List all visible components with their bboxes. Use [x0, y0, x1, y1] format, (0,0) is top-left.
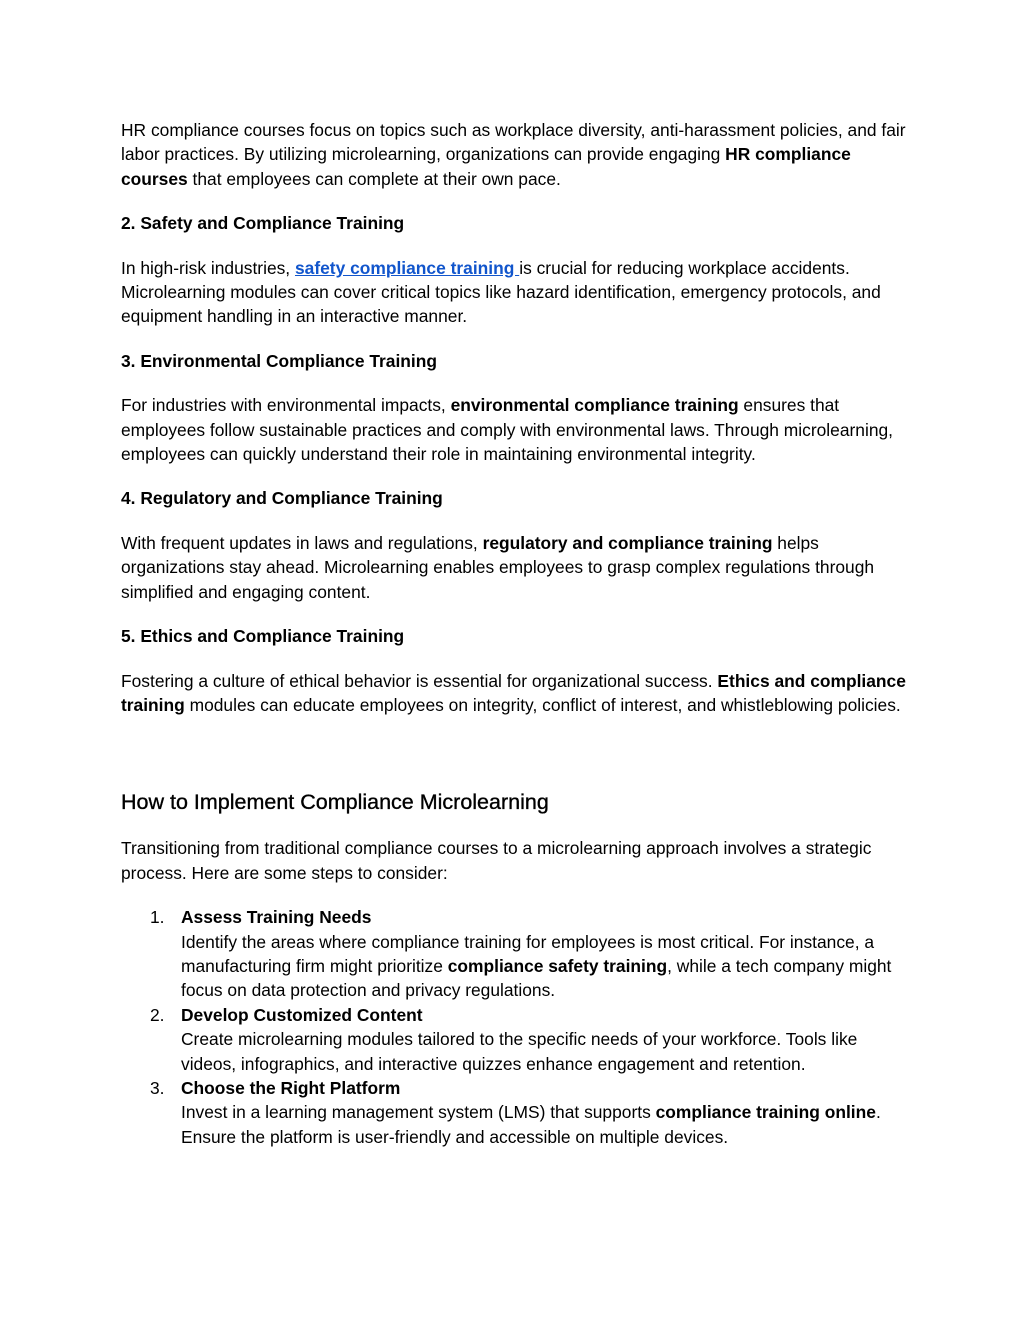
section-paragraph-ethics [121, 669, 906, 718]
step-title: Assess Training Needs [181, 907, 372, 928]
implement-steps-list [121, 905, 906, 1149]
intro-paragraph [121, 118, 906, 191]
step-text: Create microlearning modules tailored to the specific needs of your workforce. Tools like videos, infographics, and interactive quizzes enhance engagement and retention. [181, 1029, 858, 1074]
intro-text: HR compliance courses focus on topics such as workplace diversity, anti-harassment policies, and fair labor practices. By utilizing microlearning, organizations can provide engaging [121, 120, 906, 165]
section-paragraph-regulatory [121, 531, 906, 604]
regulatory-text: With frequent updates in laws and regulations, [121, 532, 483, 553]
step-bold: compliance safety training [447, 955, 668, 976]
ethics-text: Fostering a culture of ethical behavior is essential for organizational success. [121, 670, 718, 691]
list-number: 2. [150, 1004, 165, 1025]
section-paragraph-safety [121, 256, 906, 329]
intro-bold: HR compliance courses [121, 144, 851, 189]
document-page [121, 118, 906, 1149]
safety-text-end: is crucial for reducing workplace accidents. Microlearning modules can cover critical topics like hazard identification, emergency protocols, and equipment handling in an interactive manner. [121, 257, 881, 327]
ethics-bold: Ethics and compliance training [121, 670, 906, 715]
list-number: 1. [150, 907, 165, 928]
step-bold: compliance training online [655, 1102, 876, 1123]
list-number: 3. [150, 1077, 165, 1098]
environmental-text-end: ensures that employees follow sustainable practices and comply with environmental laws. Through microlearning, employees can quickly understand their role in maintaining environmental integrity. [121, 395, 894, 465]
section-paragraph-environmental [121, 393, 906, 466]
list-item [121, 1076, 906, 1149]
list-item [121, 1003, 906, 1076]
step-body [181, 1027, 906, 1076]
list-item [121, 905, 906, 1003]
step-text: Identify the areas where compliance training for employees is most critical. For instance, a manufacturing firm might prioritize [181, 931, 875, 976]
intro-text-end: that employees can complete at their own pace. [187, 168, 561, 189]
step-text-end: , while a tech company might focus on data protection and privacy regulations. [181, 955, 892, 1001]
step-title: Develop Customized Content [181, 1004, 423, 1025]
environmental-bold: environmental compliance training [450, 395, 739, 416]
environmental-text: For industries with environmental impacts, [121, 395, 451, 416]
step-title: Choose the Right Platform [181, 1077, 401, 1098]
section-heading-regulatory: 4. Regulatory and Compliance Training [121, 488, 443, 509]
implement-heading: How to Implement Compliance Microlearning [121, 790, 549, 815]
implement-intro: Transitioning from traditional compliance courses to a microlearning approach involves a strategic process. Here are some steps to consider: [121, 838, 872, 883]
section-heading-environmental: 3. Environmental Compliance Training [121, 350, 437, 371]
safety-text: In high-risk industries, [121, 257, 295, 278]
step-body [181, 1100, 906, 1149]
regulatory-bold: regulatory and compliance training [482, 532, 773, 553]
section-heading-ethics: 5. Ethics and Compliance Training [121, 626, 405, 647]
step-text-end: . Ensure the platform is user-friendly and accessible on multiple devices. [181, 1102, 881, 1147]
regulatory-text-end: helps organizations stay ahead. Microlearning enables employees to grasp complex regulations through simplified and engaging content. [121, 532, 875, 602]
ethics-text-end: modules can educate employees on integrity, conflict of interest, and whistleblowing policies. [184, 694, 901, 715]
step-body [181, 930, 906, 1003]
step-text: Invest in a learning management system (LMS) that supports [181, 1102, 656, 1123]
safety-compliance-training-link[interactable]: safety compliance training [294, 257, 520, 278]
section-heading-safety: 2. Safety and Compliance Training [121, 213, 405, 234]
